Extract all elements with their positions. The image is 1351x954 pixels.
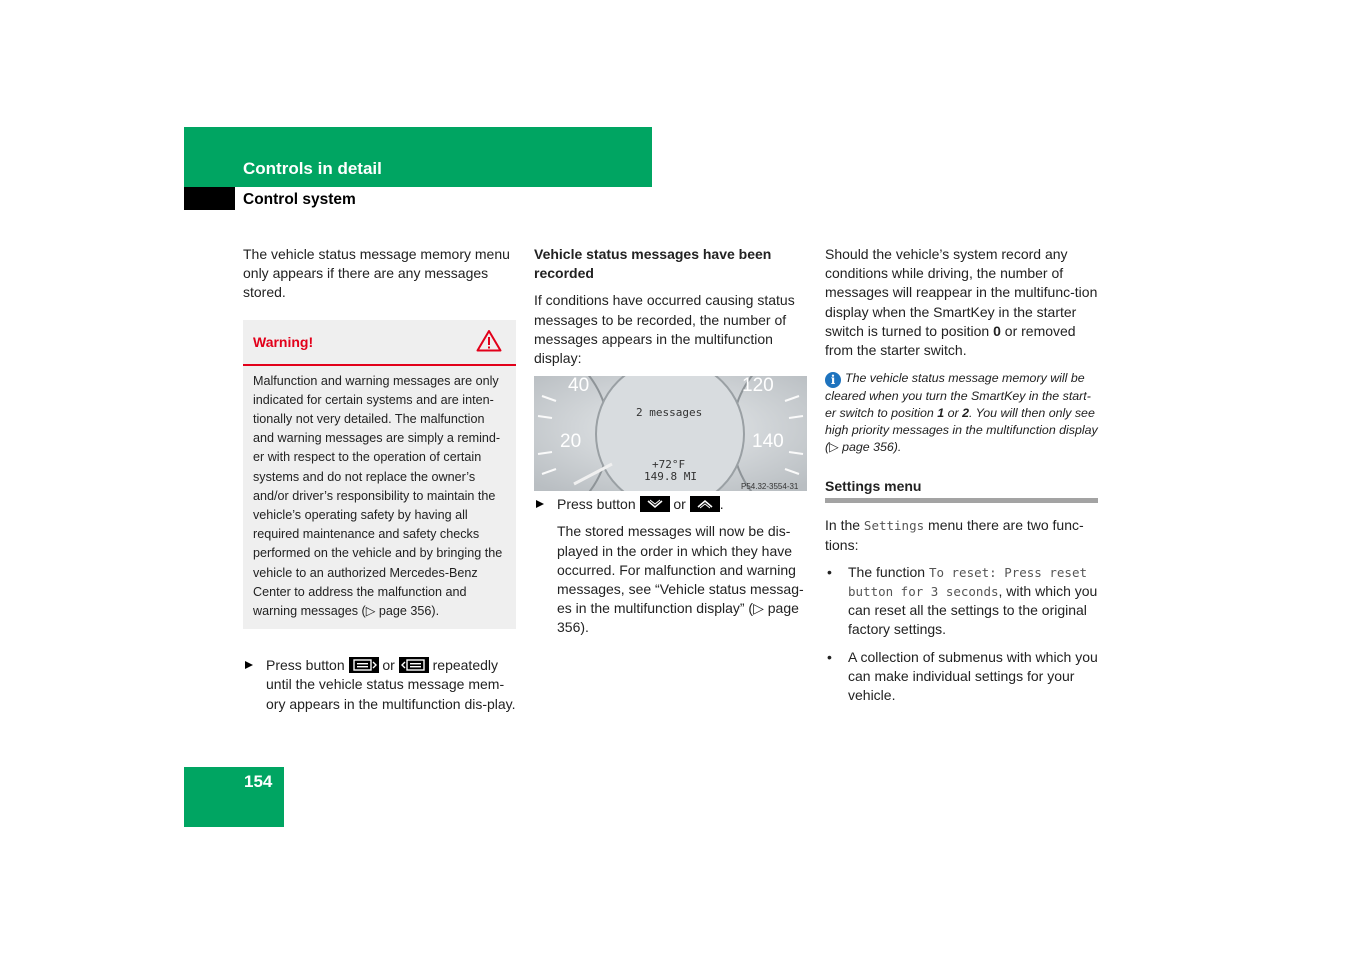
warning-body: Malfunction and warning messages are only indicated for certain systems and are inten-tionally not very detailed. The malfunction and warning messages are simply a remind-er with respect to the operation of certain systems and do not replace the owner’s and/or driver’s responsibility to maintain the vehicle’s operating safety by having all required maintenance and safety checks performed on the vehicle and by bringing the vehicle to an authorized Mercedes-Benz Center to address the malfunction and warning messages (▷ page 356). (253, 373, 503, 619)
settings-item-submenus: • A collection of submenus with which you can make individual settings for your vehicle. (827, 648, 1098, 704)
intro-paragraph: The vehicle status message memory menu only appears if there are any messages stored. (243, 246, 510, 301)
section-title: Controls in detail (243, 159, 382, 178)
cluster-message: 2 messages (636, 406, 703, 420)
instrument-cluster-image (534, 376, 807, 491)
recorded-paragraph: If conditions have occurred causing status messages to be recorded, the number of messages appears in the multifunction display: (534, 292, 795, 367)
scroll-down-button-icon (640, 496, 670, 512)
step-press-button: Press button or repeatedly until the vehicle status message mem-ory appears in the multifunction dis-play. (243, 656, 516, 714)
step-press-scroll-button: Press button or . (534, 495, 807, 514)
display-button-icon (349, 657, 379, 673)
step-arrow-icon (245, 661, 253, 669)
scroll-up-button-icon (690, 496, 720, 512)
warning-box (243, 320, 516, 630)
gauge-label-140: 140 (752, 431, 784, 453)
section-marker (184, 187, 235, 210)
cluster-temperature: +72°F (652, 458, 686, 472)
info-note: i The vehicle status message memory will be cleared when you turn the SmartKey in the start-er switch to position 1 or 2. You will then only see high priority messages in the multifunction display (▷ page 356). (825, 371, 1098, 455)
settings-intro: In the Settings menu there are two func-tions: (825, 517, 1084, 553)
settings-menu-heading: Settings menu (825, 477, 1098, 503)
bullet-dot: • (827, 648, 832, 665)
display-button-icon-alt (399, 657, 429, 673)
figure-code: P54.32-3554-31 (741, 482, 799, 492)
recorded-heading: Vehicle status messages have been recorded (534, 246, 772, 282)
reappear-paragraph: Should the vehicle’s system record any conditions while driving, the number of messages will reappear in the multifunc-tion display when the SmartKey in the starter switch is turned to position 0 or removed from the starter switch. (825, 246, 1098, 359)
column-2 (534, 245, 807, 638)
warning-triangle-icon (476, 329, 502, 352)
gauge-label-40: 40 (568, 376, 590, 397)
cluster-odometer: 149.8 MI (644, 470, 697, 484)
bullet-dot: • (827, 563, 832, 580)
column-1 (243, 245, 516, 714)
gauge-label-120: 120 (742, 376, 774, 397)
column-3 (825, 245, 1098, 705)
gauge-label-20: 20 (560, 431, 582, 453)
warning-header (243, 320, 516, 366)
step-arrow-icon (536, 500, 544, 508)
warning-title: Warning! (253, 333, 314, 350)
sub-title: Control system (243, 191, 356, 208)
step-detail: The stored messages will now be dis-played in the order in which they have occurred. For malfunction and warning messages, see “Vehicle status messag-es in the multifunction display” (▷ page 356). (557, 523, 804, 636)
settings-item-reset: • The function To reset: Press reset button for 3 seconds, with which you can reset all the settings to the original factory settings. (827, 563, 1098, 638)
info-icon: i (825, 372, 841, 388)
page-number: 154 (244, 772, 273, 791)
